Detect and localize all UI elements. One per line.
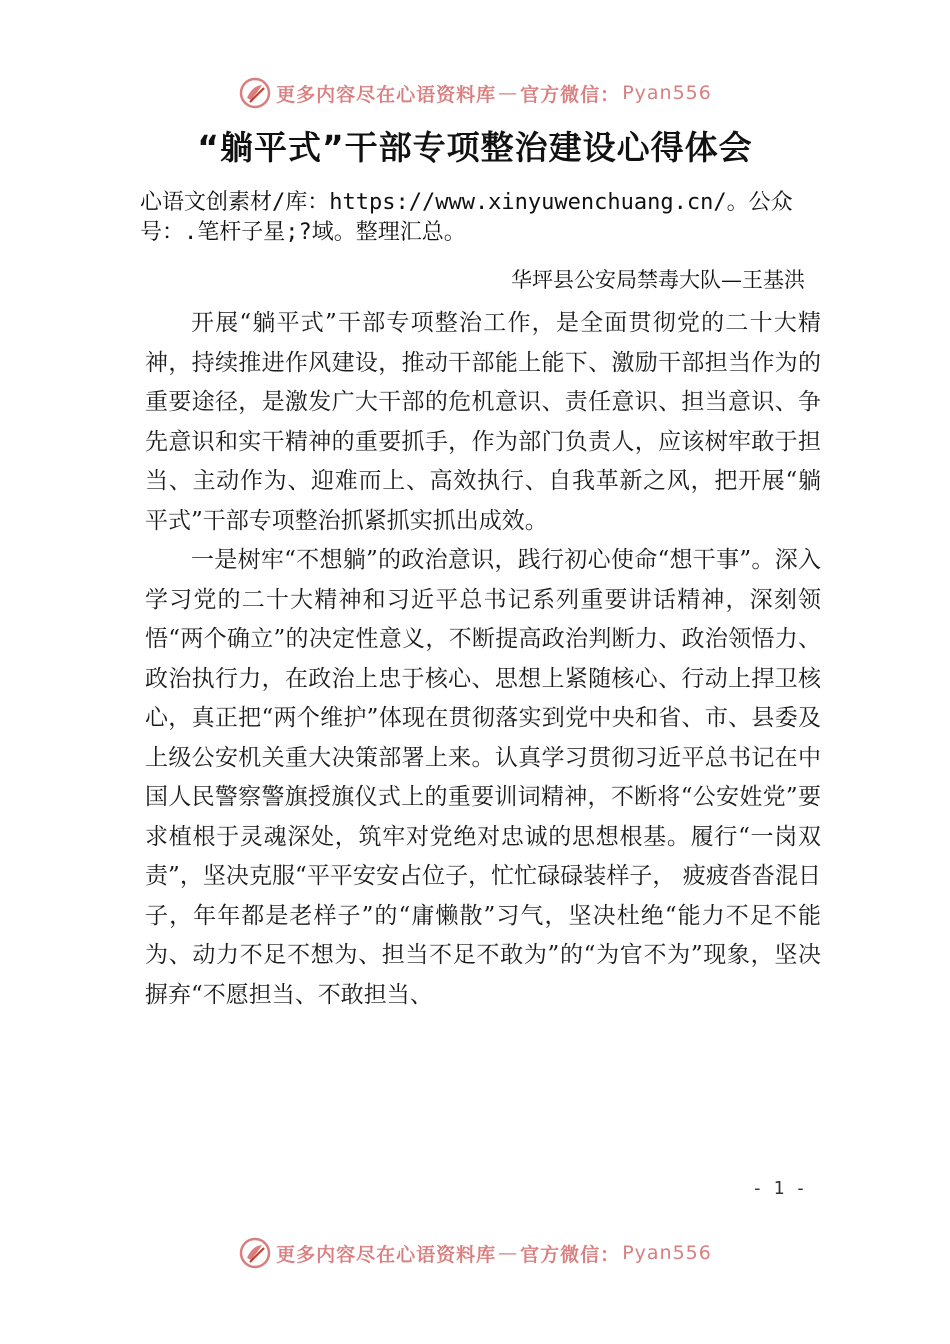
watermark-wechat-id: Pyan556 xyxy=(622,1242,712,1264)
paragraph: 一是树牢“不想躺”的政治意识，践行初心使命“想干事”。深入学习党的二十大精神和习近平总书记系列重要讲话精神，深刻领悟“两个确立”的决定性意义，不断提高政治判断力、政治领悟力、政治执行力，在政治上忠于核心、思想上紧随核心、行动上捍卫核心，真正把“两个维护”体现在贯彻落实到党中央和省、市、县委及上级公安机关重大决策部署上来。认真学习贯彻习近平总书记在中国人民警察警旗授旗仪式上的重要训词精神，不断将“公安姓党”要求植根于灵魂深处，筑牢对党绝对忠诚的思想根基。履行“一岗双责”，坚决克服“平平安安占位子，忙忙碌碌装样子， 疲疲沓沓混日子，年年都是老样子”的“庸懒散”习气，坚决杜绝“能力不足不能为、动力不足不想为、担当不足不敢为”的“为官不为”现象，坚决摒弃“不愿担当、不敢担当、 xyxy=(145,547,821,1008)
watermark-wechat-id: Pyan556 xyxy=(622,82,712,104)
watermark-text: 更多内容尽在心语资料库 xyxy=(276,83,497,106)
watermark-separator: — xyxy=(498,82,519,104)
watermark-footer xyxy=(0,1233,950,1273)
document-body xyxy=(145,304,821,1015)
page-number: - 1 - xyxy=(751,1178,806,1199)
document-title: “躺平式”干部专项整治建设心得体会 xyxy=(197,128,753,167)
source-line: 心语文创素材/库：https://www.xinyuwenchuang.cn/。公众号：.笔杆子星;?域。整理汇总。 xyxy=(140,190,793,245)
watermark-wechat-label: 官方微信： xyxy=(520,83,621,106)
author-line: 华坪县公安局禁毒大队—王基洪 xyxy=(511,268,805,292)
paragraph: 开展“躺平式”干部专项整治工作，是全面贯彻党的二十大精神，持续推进作风建设，推动干部能上能下、激励干部担当作为的重要途径，是激发广大干部的危机意识、责任意识、担当意识、争先意识和实干精神的重要抓手，作为部门负责人，应该树牢敢于担当、主动作为、迎难而上、高效执行、自我革新之风，把开展“躺平式”干部专项整治抓紧抓实抓出成效。 xyxy=(145,310,821,534)
watermark-separator: — xyxy=(498,1242,519,1264)
hand-pen-logo-icon xyxy=(238,1236,272,1270)
hand-pen-logo-icon xyxy=(238,76,272,110)
watermark-text: 更多内容尽在心语资料库 xyxy=(276,1243,497,1266)
watermark-header xyxy=(0,73,950,113)
watermark-wechat-label: 官方微信： xyxy=(520,1243,621,1266)
